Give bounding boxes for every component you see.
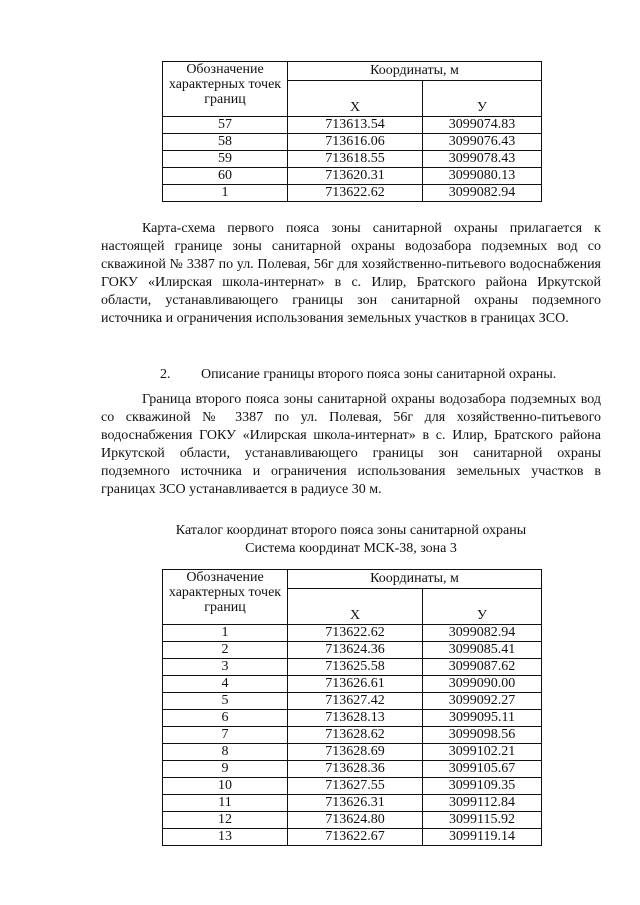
x-coordinate-cell: 713628.69 bbox=[288, 744, 423, 761]
y-coordinate-cell: 3099074.83 bbox=[423, 117, 542, 134]
point-cell: 1 bbox=[163, 185, 288, 202]
header-y: У bbox=[423, 81, 542, 117]
x-coordinate-cell: 713628.13 bbox=[288, 710, 423, 727]
table-row bbox=[163, 151, 542, 168]
point-cell: 11 bbox=[163, 795, 288, 812]
table-body bbox=[163, 625, 542, 846]
table-row bbox=[163, 676, 542, 693]
x-coordinate-cell: 713622.62 bbox=[288, 185, 423, 202]
y-coordinate-cell: 3099102.21 bbox=[423, 744, 542, 761]
table-row bbox=[163, 795, 542, 812]
x-coordinate-cell: 713628.36 bbox=[288, 761, 423, 778]
table-row bbox=[163, 134, 542, 151]
header-point-label: Обозначение характерных точек границ bbox=[163, 62, 288, 117]
table-row bbox=[163, 693, 542, 710]
x-coordinate-cell: 713627.42 bbox=[288, 693, 423, 710]
point-cell: 9 bbox=[163, 761, 288, 778]
table-row bbox=[163, 642, 542, 659]
point-cell: 1 bbox=[163, 625, 288, 642]
table-row bbox=[163, 659, 542, 676]
point-cell: 4 bbox=[163, 676, 288, 693]
point-cell: 2 bbox=[163, 642, 288, 659]
header-x: X bbox=[288, 81, 423, 117]
table-row bbox=[163, 744, 542, 761]
point-cell: 12 bbox=[163, 812, 288, 829]
x-coordinate-cell: 713613.54 bbox=[288, 117, 423, 134]
table-row bbox=[163, 710, 542, 727]
x-coordinate-cell: 713622.62 bbox=[288, 625, 423, 642]
y-coordinate-cell: 3099115.92 bbox=[423, 812, 542, 829]
y-coordinate-cell: 3099105.67 bbox=[423, 761, 542, 778]
header-point-label: Обозначение характерных точек границ bbox=[163, 570, 288, 625]
point-cell: 60 bbox=[163, 168, 288, 185]
x-coordinate-cell: 713618.55 bbox=[288, 151, 423, 168]
point-cell: 6 bbox=[163, 710, 288, 727]
paragraph-second-zone-description: Граница второго пояса зоны санитарной охраны водозабора подземных вод со скважиной № 3387 по ул. Полевая, 56г для хозяйственно-питьевого водоснабжения ГОКУ «Илирская школа-интернат» в с. Илир, Братского района Иркутской области, устанавливающего границы зон санитарной охраны подземного источника и ограничения использования земельных участков в границах ЗСО устанавливается в радиусе 30 м. bbox=[101, 392, 601, 497]
header-coordinates: Координаты, м bbox=[288, 570, 542, 589]
x-coordinate-cell: 713616.06 bbox=[288, 134, 423, 151]
header-x: X bbox=[288, 589, 423, 625]
x-coordinate-cell: 713626.31 bbox=[288, 795, 423, 812]
table-row bbox=[163, 829, 542, 846]
table-row bbox=[163, 761, 542, 778]
header-y: У bbox=[423, 589, 542, 625]
y-coordinate-cell: 3099090.00 bbox=[423, 676, 542, 693]
table-row bbox=[163, 168, 542, 185]
catalog-title: Каталог координат второго пояса зоны санитарной охраны bbox=[175, 523, 527, 538]
point-cell: 5 bbox=[163, 693, 288, 710]
x-coordinate-cell: 713624.36 bbox=[288, 642, 423, 659]
point-cell: 8 bbox=[163, 744, 288, 761]
coordinates-table-first-zone bbox=[162, 61, 542, 202]
y-coordinate-cell: 3099112.84 bbox=[423, 795, 542, 812]
y-coordinate-cell: 3099087.62 bbox=[423, 659, 542, 676]
x-coordinate-cell: 713626.61 bbox=[288, 676, 423, 693]
section-number: 2. bbox=[160, 367, 171, 382]
y-coordinate-cell: 3099078.43 bbox=[423, 151, 542, 168]
point-cell: 3 bbox=[163, 659, 288, 676]
y-coordinate-cell: 3099082.94 bbox=[423, 625, 542, 642]
point-cell: 13 bbox=[163, 829, 288, 846]
table-row bbox=[163, 778, 542, 795]
header-coordinates: Координаты, м bbox=[288, 62, 542, 81]
table-row bbox=[163, 727, 542, 744]
y-coordinate-cell: 3099076.43 bbox=[423, 134, 542, 151]
point-cell: 59 bbox=[163, 151, 288, 168]
y-coordinate-cell: 3099082.94 bbox=[423, 185, 542, 202]
x-coordinate-cell: 713624.80 bbox=[288, 812, 423, 829]
y-coordinate-cell: 3099098.56 bbox=[423, 727, 542, 744]
x-coordinate-cell: 713622.67 bbox=[288, 829, 423, 846]
point-cell: 7 bbox=[163, 727, 288, 744]
point-cell: 58 bbox=[163, 134, 288, 151]
table-row bbox=[163, 117, 542, 134]
paragraph-scheme-note: Карта-схема первого пояса зоны санитарной охраны прилагается к настоящей границе зоны санитарной охраны водозабора подземных вод со скважиной № 3387 по ул. Полевая, 56г для хозяйственно-питьевого водоснабжения ГОКУ «Илирская школа-интернат» в с. Илир, Братского района Иркутской области, устанавливающего границы зон санитарной охраны подземного источника и ограничения использования земельных участков в границах ЗСО. bbox=[101, 221, 601, 326]
y-coordinate-cell: 3099080.13 bbox=[423, 168, 542, 185]
x-coordinate-cell: 713620.31 bbox=[288, 168, 423, 185]
y-coordinate-cell: 3099109.35 bbox=[423, 778, 542, 795]
x-coordinate-cell: 713625.58 bbox=[288, 659, 423, 676]
table-row bbox=[163, 625, 542, 642]
section-title: Описание границы второго пояса зоны санитарной охраны. bbox=[201, 367, 557, 382]
y-coordinate-cell: 3099095.11 bbox=[423, 710, 542, 727]
point-cell: 10 bbox=[163, 778, 288, 795]
table-row bbox=[163, 812, 542, 829]
coordinate-system-label: Система координат МСК-38, зона 3 bbox=[245, 541, 457, 556]
table-row bbox=[163, 185, 542, 202]
x-coordinate-cell: 713628.62 bbox=[288, 727, 423, 744]
coordinates-table-second-zone bbox=[162, 569, 542, 846]
point-cell: 57 bbox=[163, 117, 288, 134]
table-body bbox=[163, 117, 542, 202]
y-coordinate-cell: 3099092.27 bbox=[423, 693, 542, 710]
y-coordinate-cell: 3099119.14 bbox=[423, 829, 542, 846]
x-coordinate-cell: 713627.55 bbox=[288, 778, 423, 795]
y-coordinate-cell: 3099085.41 bbox=[423, 642, 542, 659]
